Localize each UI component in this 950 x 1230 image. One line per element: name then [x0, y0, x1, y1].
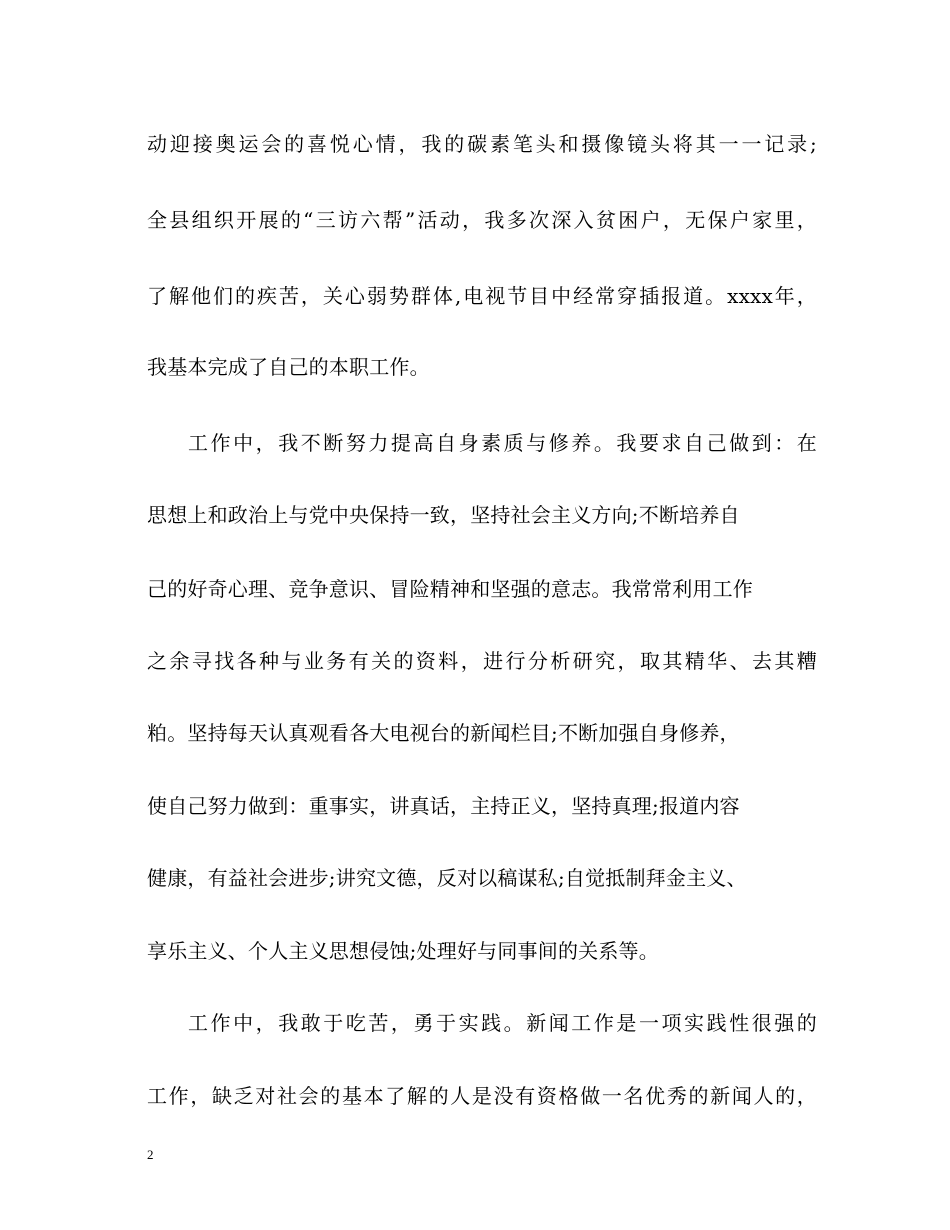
text-line-10: 使自己努力做到：重事实，讲真话，主持正义，坚持真理;报道内容	[147, 794, 740, 818]
text-line-8: 之余寻找各种与业务有关的资料，进行分析研究，取其精华、去其糟	[147, 649, 817, 673]
text-line-1: 动迎接奥运会的喜悦心情，我的碳素笔头和摄像镜头将其一一记录;	[147, 132, 817, 156]
text-line-3: 了解他们的疾苦，关心弱势群体,电视节目中经常穿插报道。xxxx年，	[147, 284, 817, 308]
text-line-11: 健康，有益社会进步;讲究文德，反对以稿谋私;自觉抵制拜金主义、	[147, 866, 747, 890]
text-line-9: 粕。坚持每天认真观看各大电视台的新闻栏目;不断加强自身修养，	[147, 721, 740, 745]
page-number: 2	[147, 1147, 154, 1162]
text-line-5: 工作中，我不断努力提高自身素质与修养。我要求自己做到：在	[188, 431, 817, 455]
text-line-6: 思想上和政治上与党中央保持一致，坚持社会主义方向;不断培养自	[147, 503, 740, 527]
text-line-7: 己的好奇心理、竞争意识、冒险精神和坚强的意志。我常常利用工作	[147, 577, 753, 601]
text-line-14: 工作，缺乏对社会的基本了解的人是没有资格做一名优秀的新闻人的，	[147, 1084, 817, 1108]
text-line-13: 工作中，我敢于吃苦，勇于实践。新闻工作是一项实践性很强的	[188, 1011, 817, 1035]
text-line-4: 我基本完成了自己的本职工作。	[147, 355, 430, 379]
text-line-2: 全县组织开展的“三访六帮”活动，我多次深入贫困户，无保户家里，	[147, 208, 817, 232]
text-line-12: 享乐主义、个人主义思想侵蚀;处理好与同事间的关系等。	[147, 939, 659, 963]
